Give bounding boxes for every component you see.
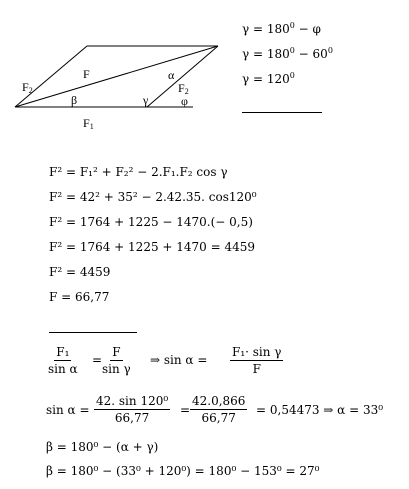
label-f2-right: $F_2$ bbox=[178, 81, 189, 96]
cosine-line-1: F² = F₁² + F₂² − 2.F₁.F₂ cos γ bbox=[49, 165, 228, 179]
fraction-42-0866: $\frac{42.0,866}{66,77}$ bbox=[192, 394, 246, 425]
separator-rule-middle bbox=[49, 332, 137, 333]
equals-sign-2: = bbox=[180, 403, 191, 417]
equals-sign-1: = bbox=[92, 353, 103, 367]
cosine-line-5: F² = 4459 bbox=[49, 265, 111, 279]
fraction-sin-alpha-result: $\frac{\text{F₁· sin γ}}{F}$ bbox=[232, 345, 282, 376]
cosine-line-4: F² = 1764 + 1225 + 1470 = 4459 bbox=[49, 240, 256, 254]
label-phi: φ bbox=[181, 94, 188, 108]
cosine-line-3: F² = 1764 + 1225 − 1470.(− 0,5) bbox=[49, 215, 253, 229]
gamma-line-3: $\gamma = 120^0$ bbox=[242, 71, 295, 86]
beta-line-1: β = 180⁰ − (α + γ) bbox=[46, 440, 159, 454]
label-beta: β bbox=[71, 93, 78, 107]
sin-alpha-lhs: sin α = bbox=[46, 403, 90, 417]
fraction-f-over-sin-gamma: $\frac{F}{\text{sin γ}}$ bbox=[102, 345, 131, 376]
beta-line-2: β = 180⁰ − (33⁰ + 120⁰) = 180⁰ − 153⁰ = 27⁰ bbox=[46, 464, 320, 478]
sin-alpha-result: = 0,54473 ⇒ α = 33⁰ bbox=[256, 403, 384, 417]
label-alpha: α bbox=[168, 68, 175, 82]
gamma-line-1: $\gamma = 180^0 - \varphi$ bbox=[242, 21, 321, 36]
separator-rule-top bbox=[242, 112, 322, 113]
gamma-line-2: $\gamma = 180^0 - 60^0$ bbox=[242, 46, 333, 61]
label-f1: $F_1$ bbox=[83, 116, 94, 131]
label-gamma: γ bbox=[143, 93, 149, 107]
fraction-f1-over-sin-alpha: $\frac{\text{F₁}}{\text{sin α}}$ bbox=[48, 345, 78, 376]
fraction-42-sin120: $\frac{\text{42. sin 120⁰}}{66,77}$ bbox=[96, 394, 169, 425]
cosine-line-6: F = 66,77 bbox=[49, 290, 110, 304]
cosine-line-2: F² = 42² + 35² − 2.42.35. cos120⁰ bbox=[49, 190, 257, 204]
label-f2-left: $F_2$ bbox=[22, 80, 33, 95]
label-f: F bbox=[83, 67, 90, 81]
implies-sin-alpha: ⇒ sin α = bbox=[150, 353, 208, 367]
parallelogram-diagram bbox=[0, 0, 409, 130]
